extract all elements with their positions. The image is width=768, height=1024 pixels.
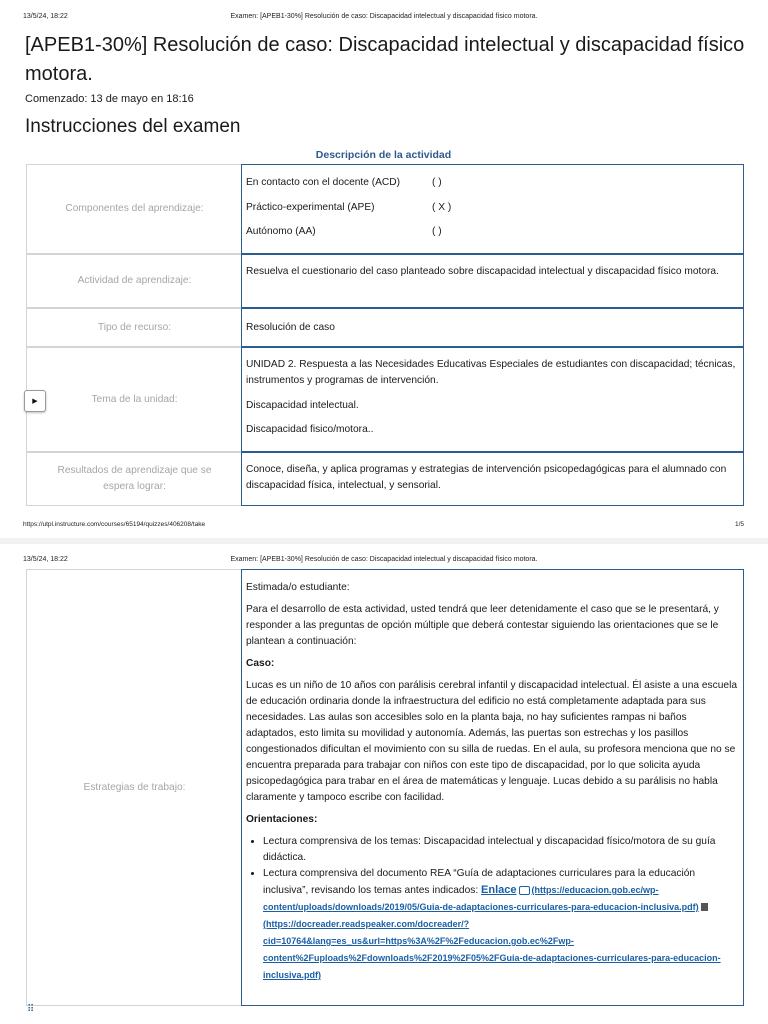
- componentes-value: [241, 164, 744, 254]
- componentes-label: [26, 164, 242, 254]
- component-mark: ( ): [432, 177, 442, 188]
- guia-pdf-link[interactable]: (https://educacion.gob.ec/wp-content/uploads/downloads/2019/05/Guia-de-adaptaciones-curriculares-para-educacion-inclusiva.pdf): [263, 885, 699, 912]
- actividad-text: Resuelva el cuestionario del caso planteado sobre discapacidad intelectual y discapacidad físico motora.: [246, 266, 719, 277]
- page-separator: [0, 538, 768, 544]
- tema-line: Discapacidad intelectual.: [246, 400, 359, 411]
- started-time: Comenzado: 13 de mayo en 18:16: [25, 93, 194, 105]
- tipo-label: [26, 308, 242, 347]
- caso-heading: Caso:: [246, 658, 275, 669]
- estrategias-label-text: Estrategias de trabajo:: [83, 781, 186, 793]
- component-mark: ( ): [432, 226, 442, 237]
- greeting: Estimada/o estudiante:: [246, 582, 350, 593]
- list-item: [263, 866, 739, 984]
- tipo-text: Resolución de caso: [246, 322, 335, 333]
- component-option: Práctico-experimental (APE): [246, 202, 375, 213]
- bullet-text: Lectura comprensiva del documento REA “Guía de adaptaciones curriculares para la educación inclusiva”, revisando los temas antes indicados:: [263, 868, 696, 896]
- page-number: 1/5: [734, 521, 744, 528]
- resultados-value: [241, 452, 744, 506]
- resultados-label-text: Resultados de aprendizaje que se espera lograr:: [57, 465, 212, 492]
- external-link-icon: [519, 886, 530, 895]
- tipo-value: [241, 308, 744, 347]
- print-date: 13/5/24, 18:22: [23, 556, 68, 563]
- tema-value: [241, 347, 744, 452]
- print-date: 13/5/24, 18:22: [23, 13, 68, 20]
- print-title: Examen: [APEB1-30%] Resolución de caso: Discapacidad intelectual y discapacidad físico motora.: [230, 13, 538, 20]
- orientaciones-heading: Orientaciones:: [246, 814, 318, 825]
- component-mark: ( X ): [432, 202, 452, 213]
- tema-line: UNIDAD 2. Respuesta a las Necesidades Educativas Especiales de estudiantes con discapacidad; técnicas, instrumentos y programas de intervención.: [246, 359, 736, 386]
- instructions-heading: Instrucciones del examen: [25, 116, 241, 137]
- component-option: Autónomo (AA): [246, 226, 316, 237]
- readspeaker-link[interactable]: (https://docreader.readspeaker.com/docreader/?cid=10764&lang=es_us&url=https%3A%2F%2Feducacion.gob.ec%2Fwp-content%2Fuploads%2Fdownloads%2F2019%2F05%2FGuia-de-adaptaciones-curriculares-para-educacion-inclusiva.pdf): [263, 919, 721, 980]
- estrategias-value: [241, 569, 744, 1006]
- tema-label-text: Tema de la unidad:: [91, 393, 178, 405]
- estrategias-label: [26, 569, 242, 1006]
- drag-handle-icon[interactable]: ⠿: [27, 1004, 36, 1015]
- bullet-text: Lectura comprensiva de los temas: Discapacidad intelectual y discapacidad físico/motora de su guía didáctica.: [263, 836, 716, 863]
- play-icon: ▶: [32, 398, 38, 405]
- print-title: Examen: [APEB1-30%] Resolución de caso: Discapacidad intelectual y discapacidad físico motora.: [230, 556, 538, 563]
- enlace-link[interactable]: Enlace: [481, 884, 517, 896]
- exam-title: [APEB1-30%] Resolución de caso: Discapacidad intelectual y discapacidad físico motora.: [25, 34, 745, 85]
- component-option: En contacto con el docente (ACD): [246, 177, 401, 188]
- tipo-label-text: Tipo de recurso:: [97, 321, 172, 333]
- componentes-label-text: Componentes del aprendizaje:: [65, 203, 204, 214]
- list-item: [263, 834, 739, 866]
- activity-heading: Descripción de la actividad: [315, 149, 452, 161]
- caso-text: Lucas es un niño de 10 años con parálisis cerebral infantil y discapacidad intelectual. Él asiste a una escuela de educación ordinaria donde la infraestructura del edificio no está completamente adaptada para sus necesidades. Las aulas son accesibles solo en la planta baja, no hay suficientes rampas ni baños adaptados, esto limita su movilidad y autonomía. Además, las puertas son estrechas y los pasillos congestionados dificultan el movimiento con su silla de ruedas. En el aula, su profesora menciona que no se encuentra preparada para trabajar con niños con este tipo de discapacidad, por lo que solicita ayuda psicopedagógica para trabar en el área de matemáticas y lenguaje. Lucas debido a su parálisis no habla claramente y tampoco escribe con facilidad.: [246, 680, 737, 803]
- actividad-label: [26, 254, 242, 308]
- play-toggle-button[interactable]: [24, 390, 46, 412]
- tema-label: [26, 347, 242, 452]
- orientaciones-list: [246, 834, 739, 984]
- speaker-icon: [701, 903, 708, 911]
- intro-text: Para el desarrollo de esta actividad, usted tendrá que leer detenidamente el caso que se le presentará, y responder a las preguntas de opción múltiple que deberá contestar siguiendo las orientaciones que se le plantean a continuación:: [246, 604, 719, 647]
- footer-url: https://utpl.instructure.com/courses/65194/quizzes/406208/take: [23, 521, 206, 528]
- actividad-label-text: Actividad de aprendizaje:: [77, 275, 192, 286]
- resultados-label: [26, 452, 242, 506]
- resultados-text: Conoce, diseña, y aplica programas y estrategias de intervención psicopedagógicas para el alumnado con discapacidad física, intelectual, y sensorial.: [246, 464, 727, 491]
- actividad-value: [241, 254, 744, 308]
- tema-line: Discapacidad fisico/motora..: [246, 424, 374, 435]
